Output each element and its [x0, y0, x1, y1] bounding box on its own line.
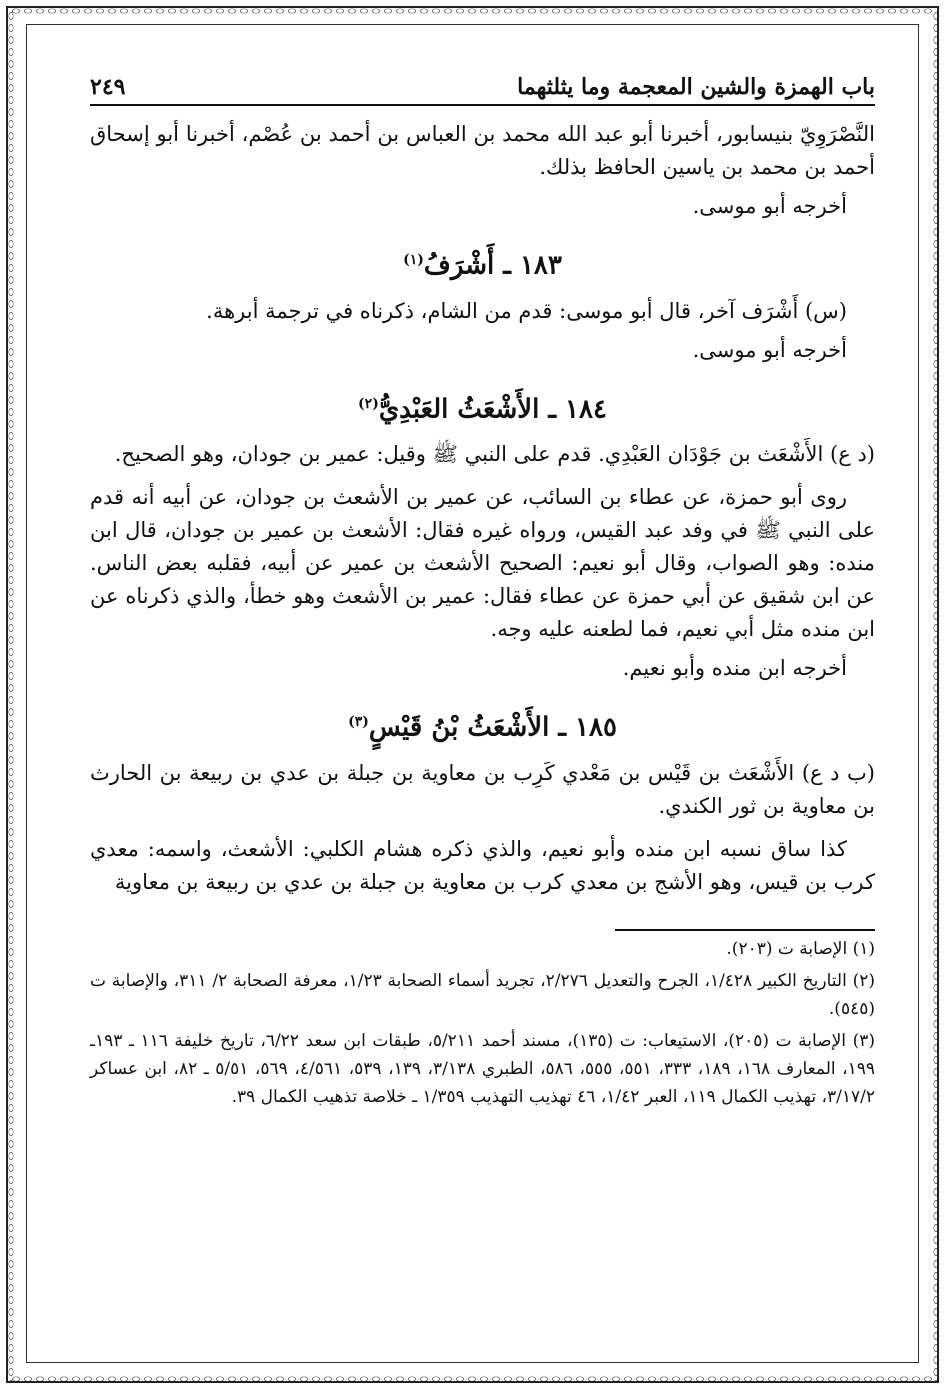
- entry-title: ١٨٣ ـ أَشْرَفُ: [423, 250, 562, 281]
- entry-heading-185: [90, 705, 875, 745]
- intro-paragraph: النَّصْرَوِيّ بنيسابور، أخبرنا أبو عبد الله محمد بن العباس بن أحمد بن عُصْم، أخبرنا أبو إسحاق أحمد بن محمد بن ياسين الحافظ بذلك.: [90, 122, 875, 179]
- footnote-ref: (٢): [358, 395, 379, 412]
- footnote-separator: [90, 929, 876, 1111]
- entry-heading-183: [90, 243, 875, 283]
- entry-title: ١٨٥ ـ الأَشْعَثُ بْنُ قَيْسٍ: [368, 712, 617, 743]
- entry-paragraph: (ب د ع) الأَشْعَث بن قَيْس بن مَعْدي كَرِب بن معاوية بن جبلة بن عدي بن ربيعة بن الحارث بن معاوية بن ثور الكندي.: [90, 760, 875, 818]
- running-title: باب الهمزة والشين المعجمة وما يثلثهما: [517, 74, 875, 100]
- entry-source: أخرجه ابن منده وأبو نعيم.: [622, 656, 847, 681]
- footnote-ref: (٣): [348, 714, 369, 731]
- book-page: [90, 66, 875, 1326]
- entry-source: أخرجه أبو موسى.: [692, 337, 847, 362]
- entry-paragraph: روى أبو حمزة، عن عطاء بن السائب، عن عمير بن الأشعث بن جودان، عن أبيه أنه قدم على النبي ﷺ في وفد عبد القيس، ورواه غيره فقال: الأشعث بن عمير بن جودان، قال ابن منده: وهو الصواب، وقال أبو نعيم: الصحيح الأشعث بن عمير عن أبيه، فقلبه بعض الناس. عن ابن شقيق عن أبي حمزة عن عطاء فقال: عمير بن الأشعث وهو خطأ، والذي ذكرناه عن ابن منده مثل أبي نعيم، فما لطعنه عليه وجه.: [90, 485, 875, 642]
- footnote: (٣) الإصابة ت (٢٠٥)، الاستيعاب: ت (١٣٥)، مسند أحمد ٥/٢١١، طبقات ابن سعد ٦/٢٢، تاريخ خليفة ١١٦ ـ ١٩٣ـ ١٩٩، المعارف ١٦٨، ١٨٩، ٣٣٣، ٥٥١، ٥٥٥، ٥٨٦، الطبري ٣/١٣٨، ١٣٩، ٥٣٩، ٤/٥٦١، ٥٦٩، ٥/٥١ ـ ٨٢، ابن عساكر ٣/١٧/٢، تهذيب الكمال ١١٩، العبر ١/٤٢، ٤٦ تهذيب التهذيب ١/٣٥٩ ـ خلاصة تذهيب الكمال ٣٩.: [90, 1030, 876, 1107]
- page-number: ٢٤٩: [90, 74, 126, 100]
- entry-heading-184: [90, 387, 875, 427]
- footnote: (١) الإصابة ت (٢٠٣).: [726, 938, 875, 959]
- entry-title: ١٨٤ ـ الأَشْعَثُ العَبْدِيُّ: [378, 394, 607, 425]
- footnote: (٢) التاريخ الكبير ١/٤٢٨، الجرح والتعديل ٢/٢٧٦، تجريد أسماء الصحابة ١/٢٣، معرفة الصحابة ٢/ ٣١١، والإصابة ت (٥٤٥).: [90, 970, 875, 1019]
- entry-paragraph: (س) أَشْرَف آخر، قال أبو موسى: قدم من الشام، ذكرناه في ترجمة أبرهة.: [206, 298, 847, 323]
- entry-paragraph: (د ع) الأَشْعَث بن جَوْدَان العَبْدِي. قدم على النبي ﷺ وقيل: عمير بن جودان، وهو الصحيح.: [114, 442, 875, 467]
- main-text: [90, 118, 875, 899]
- footnotes: [90, 935, 875, 1111]
- entry-paragraph: كذا ساق نسبه ابن منده وأبو نعيم، والذي ذكره هشام الكلبي: الأشعث، واسمه: معدي كرب بن قيس، وهو الأشج بن معدي كرب بن معاوية بن جبلة بن عدي بن ربيعة بن معاوية: [90, 836, 875, 894]
- page-header: [90, 66, 875, 106]
- intro-source: أخرجه أبو موسى.: [692, 194, 847, 218]
- footnote-ref: (١): [403, 252, 424, 268]
